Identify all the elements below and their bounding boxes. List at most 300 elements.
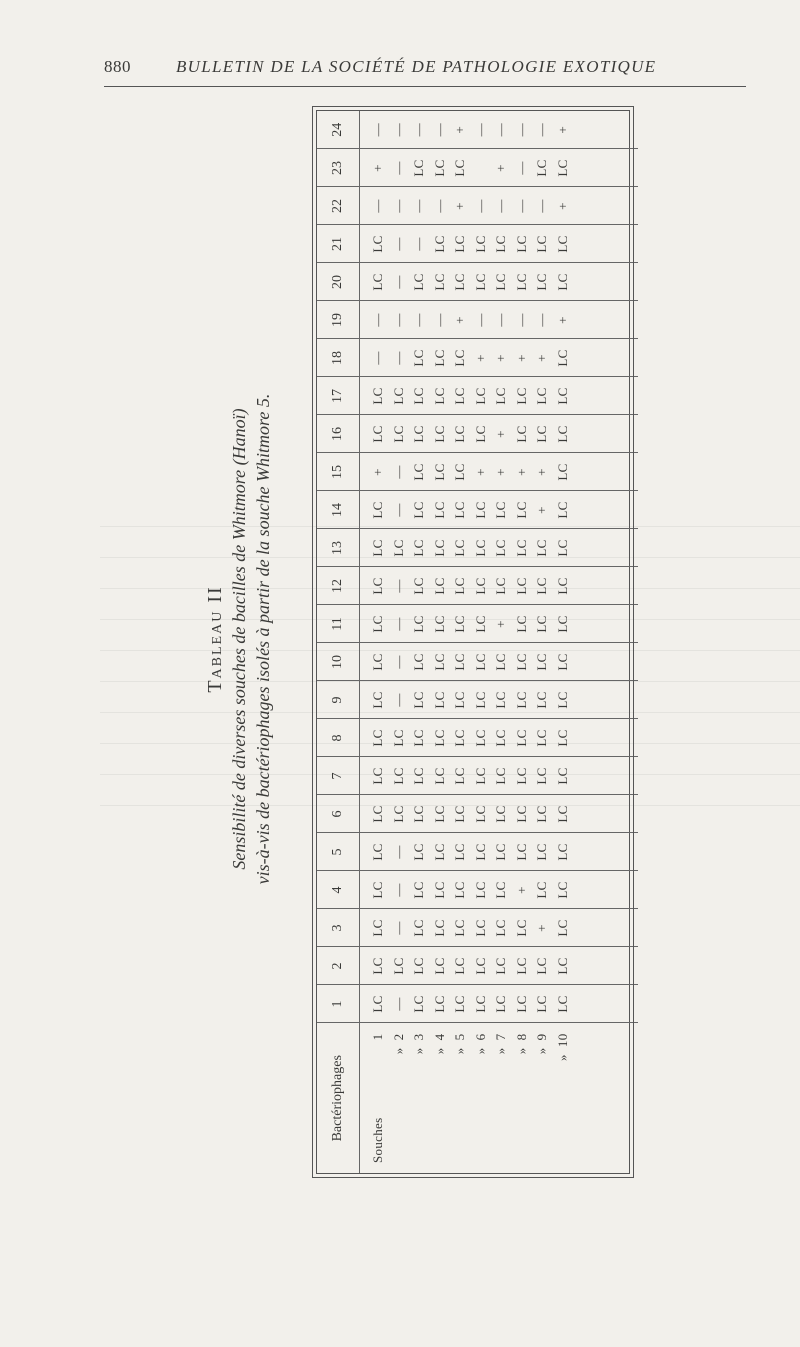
- table-cell: LC: [370, 425, 385, 443]
- column-values: [360, 795, 639, 833]
- table-cell: LC: [513, 425, 529, 443]
- table-cell: LC: [493, 691, 508, 709]
- table-cell: LC: [370, 805, 385, 823]
- table-cell: +: [452, 316, 467, 324]
- column-values: [360, 415, 639, 453]
- table-cell: +: [534, 506, 549, 514]
- table-cell: LC: [472, 995, 488, 1013]
- table-cell: LC: [472, 653, 488, 671]
- column-values: [360, 339, 639, 377]
- table-cell: +: [513, 468, 529, 476]
- table-cell: LC: [431, 843, 447, 861]
- column-values: [360, 529, 639, 567]
- table-cell: LC: [513, 539, 529, 557]
- table-cell: LC: [411, 843, 426, 861]
- table-cell: LC: [390, 957, 406, 975]
- column-values: [360, 263, 639, 301]
- rotated-table-block: [202, 104, 638, 1174]
- table-cell: LC: [534, 881, 549, 899]
- table-cell: LC: [534, 159, 549, 177]
- table-cell: +: [534, 354, 549, 362]
- table-cell: LC: [493, 767, 508, 785]
- table-cell: LC: [534, 387, 549, 405]
- table-cell: LC: [452, 995, 467, 1013]
- table-cell: LC: [472, 691, 488, 709]
- table-cell: —: [370, 199, 385, 213]
- table-cell: LC: [390, 805, 406, 823]
- table-cell: LC: [554, 387, 570, 405]
- table-cell: LC: [513, 919, 529, 937]
- table-cell: LC: [431, 577, 447, 595]
- table-cell: LC: [411, 653, 426, 671]
- table-cell: LC: [513, 577, 529, 595]
- table-cell: —: [513, 199, 529, 213]
- table-cell: LC: [513, 273, 529, 291]
- row-label: [450, 1034, 471, 1062]
- table-cell: LC: [554, 425, 570, 443]
- row-labels-cell: [360, 1023, 639, 1173]
- column-values: [360, 833, 639, 871]
- table-cell: —: [493, 313, 508, 327]
- column-values: [360, 225, 639, 263]
- table-cell: +: [554, 125, 570, 134]
- row-number: 6: [472, 1033, 488, 1041]
- column-values: [360, 871, 639, 909]
- table-cell: LC: [452, 653, 467, 671]
- table-cell: LC: [493, 273, 508, 291]
- table-cell: LC: [493, 881, 508, 899]
- table-cell: LC: [472, 425, 488, 443]
- table-cell: LC: [534, 957, 549, 975]
- table-cell: LC: [452, 387, 467, 405]
- row-label: [389, 1034, 410, 1062]
- table-cell: LC: [554, 691, 570, 709]
- table-cell: LC: [554, 881, 570, 899]
- column-values: [360, 605, 639, 643]
- table-cell: LC: [370, 767, 385, 785]
- column-values: [360, 985, 639, 1023]
- table-cell: —: [472, 313, 488, 327]
- table-cell: LC: [431, 273, 447, 291]
- table-title: Tableau II: [204, 585, 226, 693]
- table-cell: LC: [472, 843, 488, 861]
- table-cell: LC: [493, 957, 508, 975]
- table-cell: LC: [411, 387, 426, 405]
- table-cell: +: [554, 202, 570, 210]
- table-cell: LC: [370, 729, 385, 747]
- table-cell: LC: [513, 691, 529, 709]
- table-cell: LC: [554, 349, 570, 367]
- table-cell: [471, 150, 492, 187]
- table-cell: LC: [472, 501, 488, 519]
- table-cell: LC: [452, 957, 467, 975]
- table-cell: LC: [452, 235, 467, 253]
- table-cell: +: [472, 468, 488, 476]
- table-cell: LC: [493, 577, 508, 595]
- table-caption: [202, 104, 322, 1174]
- ditto-mark: »: [513, 1047, 529, 1055]
- table-cell: LC: [431, 159, 447, 177]
- table-cell: LC: [452, 843, 467, 861]
- table-cell: +: [370, 468, 385, 476]
- table-cell: —: [431, 313, 447, 327]
- table-cell: LC: [411, 273, 426, 291]
- table-cell: LC: [513, 387, 529, 405]
- table-cell: LC: [370, 691, 385, 709]
- table-cell: LC: [370, 881, 385, 899]
- table-cell: LC: [431, 957, 447, 975]
- table-cell: LC: [472, 767, 488, 785]
- table-cell: LC: [390, 539, 406, 557]
- column-header: 13: [317, 529, 360, 567]
- column-values: [360, 453, 639, 491]
- column-values: [360, 681, 639, 719]
- column-header: 21: [317, 225, 360, 263]
- table-cell: —: [411, 199, 426, 213]
- table-cell: —: [390, 503, 406, 517]
- table-cell: LC: [554, 653, 570, 671]
- table-cell: LC: [534, 805, 549, 823]
- ditto-mark: »: [411, 1047, 426, 1055]
- table-cell: LC: [411, 805, 426, 823]
- table-cell: LC: [452, 919, 467, 937]
- table-cell: LC: [370, 387, 385, 405]
- table-cell: —: [390, 655, 406, 669]
- table-cell: LC: [493, 235, 508, 253]
- table-cell: LC: [472, 235, 488, 253]
- table-cell: LC: [431, 767, 447, 785]
- table-cell: —: [513, 313, 529, 327]
- table-cell: LC: [431, 881, 447, 899]
- table-cell: LC: [411, 881, 426, 899]
- table-cell: +: [370, 164, 385, 172]
- table-cell: —: [390, 313, 406, 327]
- table-cell: +: [493, 430, 508, 438]
- row-number: 4: [431, 1033, 447, 1041]
- table-cell: —: [390, 351, 406, 365]
- table-cell: +: [452, 202, 467, 210]
- table-cell: +: [493, 354, 508, 362]
- table-cell: LC: [370, 577, 385, 595]
- table-cell: LC: [534, 995, 549, 1013]
- table-cell: —: [534, 123, 549, 137]
- table-cell: LC: [411, 957, 426, 975]
- caption-line-1: Sensibilité de diverses souches de bacilles de Whitmore (Hanoï): [229, 408, 249, 870]
- row-numbers: [368, 1034, 573, 1062]
- column-header: 8: [317, 719, 360, 757]
- table-cell: LC: [493, 805, 508, 823]
- table-cell: LC: [411, 729, 426, 747]
- table-cell: LC: [411, 919, 426, 937]
- table-cell: —: [411, 123, 426, 137]
- header-rule: [104, 86, 746, 87]
- table-cell: —: [370, 351, 385, 365]
- row-label: [532, 1034, 553, 1062]
- ditto-mark: »: [452, 1047, 467, 1055]
- table-cell: LC: [472, 729, 488, 747]
- table-cell: LC: [472, 881, 488, 899]
- ditto-mark: »: [390, 1047, 406, 1055]
- table-cell: LC: [554, 615, 570, 633]
- table-cell: LC: [411, 425, 426, 443]
- table-cell: —: [390, 693, 406, 707]
- table-cell: —: [390, 883, 406, 897]
- table-cell: LC: [513, 843, 529, 861]
- table-cell: LC: [411, 159, 426, 177]
- table-cell: LC: [390, 425, 406, 443]
- row-number: 9: [534, 1033, 549, 1041]
- column-header: 5: [317, 833, 360, 871]
- page-number: 880: [104, 57, 131, 76]
- table-cell: LC: [370, 995, 385, 1013]
- table-cell: LC: [493, 387, 508, 405]
- table-cell: —: [513, 123, 529, 137]
- table-cell: LC: [411, 995, 426, 1013]
- table-cell: LC: [554, 805, 570, 823]
- table-cell: LC: [493, 539, 508, 557]
- table-cell: +: [493, 468, 508, 476]
- column-header: 18: [317, 339, 360, 377]
- table-cell: LC: [513, 501, 529, 519]
- table-cell: —: [390, 161, 406, 175]
- column-header: 6: [317, 795, 360, 833]
- table-cell: LC: [411, 349, 426, 367]
- column-header: 22: [317, 187, 360, 225]
- table-cell: LC: [452, 691, 467, 709]
- table-cell: LC: [513, 957, 529, 975]
- table-cell: +: [493, 164, 508, 172]
- table-cell: LC: [452, 767, 467, 785]
- table-cell: LC: [554, 501, 570, 519]
- table-cell: —: [390, 123, 406, 137]
- table-cell: LC: [534, 273, 549, 291]
- table-cell: —: [534, 313, 549, 327]
- table-cell: LC: [411, 691, 426, 709]
- table-cell: LC: [513, 235, 529, 253]
- table-cell: LC: [472, 539, 488, 557]
- table-cell: LC: [493, 653, 508, 671]
- table-cell: —: [390, 465, 406, 479]
- table-cell: LC: [411, 767, 426, 785]
- row-header-cell: [317, 1023, 360, 1173]
- table-cell: —: [472, 199, 488, 213]
- table-cell: LC: [513, 729, 529, 747]
- table-cell: LC: [452, 273, 467, 291]
- column-header: 14: [317, 491, 360, 529]
- souches-label: Souches: [370, 1117, 385, 1163]
- row-number: 5: [452, 1033, 467, 1041]
- table-cell: LC: [370, 957, 385, 975]
- journal-title: BULLETIN DE LA SOCIÉTÉ DE PATHOLOGIE EXOTIQUE: [176, 57, 657, 76]
- table-cell: LC: [472, 387, 488, 405]
- table-cell: LC: [411, 501, 426, 519]
- column-values: [360, 719, 639, 757]
- table-cell: —: [493, 123, 508, 137]
- column-header: 19: [317, 301, 360, 339]
- table-cell: —: [493, 199, 508, 213]
- table-cell: —: [390, 275, 406, 289]
- table-cell: LC: [452, 577, 467, 595]
- table-cell: LC: [452, 501, 467, 519]
- table-cell: LC: [390, 387, 406, 405]
- bacteriophages-header: Bactériophages: [330, 1055, 345, 1142]
- ditto-mark: »: [554, 1054, 570, 1062]
- column-values: [360, 301, 639, 339]
- table-cell: LC: [534, 843, 549, 861]
- ditto-mark: »: [493, 1047, 508, 1055]
- sensitivity-table: [316, 110, 630, 1174]
- table-cell: LC: [411, 463, 426, 481]
- table-cell: LC: [513, 653, 529, 671]
- table-cell: —: [431, 199, 447, 213]
- table-cell: LC: [472, 919, 488, 937]
- table-cell: LC: [452, 463, 467, 481]
- table-cell: LC: [370, 273, 385, 291]
- table-cell: LC: [554, 729, 570, 747]
- column-header: 23: [317, 149, 360, 187]
- table-cell: —: [411, 237, 426, 251]
- table-cell: LC: [554, 957, 570, 975]
- table-cell: +: [452, 125, 467, 134]
- table-cell: LC: [472, 805, 488, 823]
- column-values: [360, 377, 639, 415]
- table-cell: LC: [370, 653, 385, 671]
- table-cell: LC: [493, 995, 508, 1013]
- table-cell: LC: [534, 539, 549, 557]
- table-cell: LC: [554, 159, 570, 177]
- table-cell: LC: [472, 577, 488, 595]
- table-cell: +: [534, 468, 549, 476]
- row-label: [409, 1034, 430, 1062]
- table-cell: LC: [452, 729, 467, 747]
- table-cell: LC: [554, 539, 570, 557]
- table-cell: LC: [493, 729, 508, 747]
- table-cell: LC: [370, 919, 385, 937]
- table-cell: LC: [534, 577, 549, 595]
- table-cell: LC: [534, 235, 549, 253]
- row-number: 1: [370, 1033, 385, 1041]
- table-cell: —: [370, 123, 385, 137]
- column-header: 17: [317, 377, 360, 415]
- column-header: 3: [317, 909, 360, 947]
- table-cell: LC: [411, 577, 426, 595]
- column-values: [360, 643, 639, 681]
- column-header: 2: [317, 947, 360, 985]
- table-cell: LC: [534, 615, 549, 633]
- row-label: [368, 1034, 389, 1062]
- table-cell: LC: [452, 615, 467, 633]
- table-cell: LC: [431, 615, 447, 633]
- table-cell: LC: [431, 691, 447, 709]
- table-cell: LC: [431, 653, 447, 671]
- table-cell: LC: [431, 729, 447, 747]
- table-cell: LC: [472, 957, 488, 975]
- row-number: 2: [390, 1033, 406, 1041]
- table-cell: —: [390, 237, 406, 251]
- table-cell: LC: [554, 767, 570, 785]
- ditto-mark: »: [534, 1047, 549, 1055]
- table-cell: LC: [431, 501, 447, 519]
- column-header: 9: [317, 681, 360, 719]
- row-number: 10: [554, 1033, 570, 1048]
- table-cell: LC: [513, 805, 529, 823]
- page-header: [0, 0, 800, 100]
- table-cell: LC: [472, 615, 488, 633]
- table-cell: LC: [554, 843, 570, 861]
- table-cell: LC: [493, 843, 508, 861]
- table-cell: LC: [554, 995, 570, 1013]
- row-label: [553, 1034, 574, 1062]
- table-cell: LC: [513, 615, 529, 633]
- table-cell: +: [513, 354, 529, 362]
- table-cell: —: [390, 579, 406, 593]
- table-cell: —: [534, 199, 549, 213]
- table-cell: +: [493, 620, 508, 628]
- row-label: [471, 1034, 492, 1062]
- table-cell: —: [411, 313, 426, 327]
- column-header: 11: [317, 605, 360, 643]
- table-cell: LC: [452, 425, 467, 443]
- column-header: 16: [317, 415, 360, 453]
- table-cell: LC: [431, 235, 447, 253]
- table-cell: LC: [370, 843, 385, 861]
- table-cell: LC: [513, 767, 529, 785]
- table-cell: LC: [513, 995, 529, 1013]
- table-cell: +: [513, 886, 529, 894]
- row-number: 8: [513, 1033, 529, 1041]
- column-header: 20: [317, 263, 360, 301]
- table-cell: +: [472, 354, 488, 362]
- row-label: [491, 1034, 512, 1062]
- table-cell: LC: [431, 539, 447, 557]
- table-cell: LC: [452, 349, 467, 367]
- column-header: 10: [317, 643, 360, 681]
- table-cell: LC: [452, 159, 467, 177]
- row-label: [430, 1034, 451, 1062]
- table-cell: LC: [411, 539, 426, 557]
- table-cell: LC: [534, 767, 549, 785]
- table-cell: —: [513, 161, 529, 175]
- table-cell: LC: [370, 501, 385, 519]
- table-cell: LC: [452, 881, 467, 899]
- table-cell: LC: [411, 615, 426, 633]
- table-cell: LC: [431, 425, 447, 443]
- table-cell: —: [390, 845, 406, 859]
- column-header: 1: [317, 985, 360, 1023]
- ditto-mark: »: [431, 1047, 447, 1055]
- table-cell: —: [431, 123, 447, 137]
- ditto-mark: »: [472, 1047, 488, 1055]
- row-number: 3: [411, 1033, 426, 1041]
- table-cell: LC: [370, 615, 385, 633]
- table-cell: LC: [452, 539, 467, 557]
- table-cell: LC: [554, 919, 570, 937]
- table-cell: —: [370, 313, 385, 327]
- table-cell: LC: [472, 273, 488, 291]
- table-cell: LC: [370, 235, 385, 253]
- table-cell: LC: [390, 767, 406, 785]
- table-cell: LC: [534, 729, 549, 747]
- column-values: [360, 111, 639, 149]
- column-values: [360, 567, 639, 605]
- table-cell: LC: [452, 805, 467, 823]
- table-cell: +: [534, 924, 549, 932]
- column-values: [360, 947, 639, 985]
- table-cell: LC: [534, 691, 549, 709]
- table-cell: LC: [493, 919, 508, 937]
- table-cell: LC: [534, 653, 549, 671]
- table-cell: —: [390, 617, 406, 631]
